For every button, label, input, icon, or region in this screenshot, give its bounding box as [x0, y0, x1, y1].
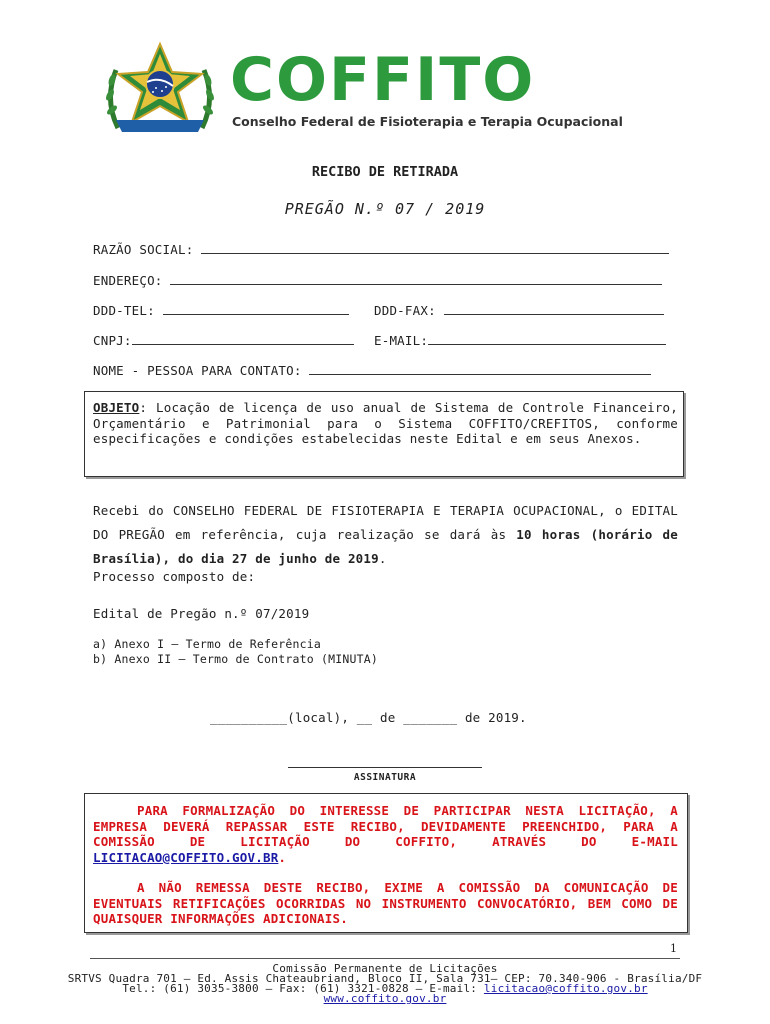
- document-subtitle: PREGÃO N.º 07 / 2019: [284, 200, 486, 218]
- footer-line-1: Comissão Permanente de Licitações: [272, 962, 498, 975]
- anexo-a-text: a) Anexo I – Termo de Referência: [93, 637, 321, 651]
- footer-website-link[interactable]: www.coffito.gov.br: [323, 992, 447, 1005]
- blank-line: [428, 332, 666, 345]
- notice-email-link[interactable]: LICITACAO@COFFITO.GOV.BR: [93, 849, 279, 865]
- notice-paragraph-2: A NÃO REMESSA DESTE RECIBO, EXIME A COMISSÃO DA COMUNICAÇÃO DE EVENTUAIS RETIFICAÇÕES OCORRIDAS NO INSTRUMENTO CONVOCATÓRIO, BEM COMO DE QUAISQUER INFORMAÇÕES ADICIONAIS.: [93, 880, 678, 926]
- blank-line: [444, 302, 664, 315]
- notice-text: PARA FORMALIZAÇÃO DO INTERESSE DE PARTICIPAR NESTA LICITAÇÃO, A EMPRESA DEVERÁ REPASSAR ESTE RECIBO, DEVIDAMENTE PREENCHIDO, PARA A COMISSÃO DE LICITAÇÃO DO COFFITO, ATRAVÉS DO E-MAIL: [93, 803, 678, 849]
- blank-line: [309, 362, 651, 375]
- field-email: [374, 332, 666, 348]
- field-ddd-fax: [374, 302, 664, 318]
- field-label: ENDEREÇO:: [93, 273, 163, 288]
- recebi-end: .: [378, 551, 387, 566]
- document-title: RECIBO DE RETIRADA: [311, 164, 459, 180]
- blank-line: [201, 241, 669, 254]
- field-ddd-tel: [93, 302, 349, 318]
- field-label: DDD-FAX:: [374, 303, 436, 318]
- objeto-label: OBJETO: [93, 400, 140, 415]
- footer-contact: Tel.: (61) 3035-3800 – Fax: (61) 3321-0828 – E-mail:: [122, 982, 484, 995]
- local-date-line: __________(local), __ de _______ de 2019.: [210, 710, 527, 725]
- edital-text: Edital de Pregão n.º 07/2019: [93, 606, 310, 621]
- blank-line: [132, 332, 354, 345]
- field-cnpj: [93, 332, 354, 348]
- anexo-b-text: b) Anexo II – Termo de Contrato (MINUTA): [93, 652, 378, 666]
- field-label: CNPJ:: [93, 333, 132, 348]
- coat-of-arms-logo: [98, 40, 222, 136]
- field-contato: [93, 362, 651, 378]
- footer-line-2: SRTVS Quadra 701 – Ed. Assis Chateaubriand, Bloco II, Sala 731– CEP: 70.340-906 - Brasília/DF: [67, 972, 703, 985]
- field-label: RAZÃO SOCIAL:: [93, 242, 194, 257]
- brand-name: COFFITO: [230, 45, 536, 115]
- field-label: NOME - PESSOA PARA CONTATO:: [93, 363, 302, 378]
- notice-end: .: [278, 849, 287, 865]
- recebi-bold-text: 10 horas (horário de Brasília), do dia 27 de junho de 2019: [93, 527, 678, 566]
- objeto-text: [93, 400, 678, 447]
- field-endereco: [93, 272, 662, 288]
- brand-subtitle: Conselho Federal de Fisioterapia e Terapia Ocupacional: [232, 114, 623, 129]
- footer-divider: [90, 958, 680, 959]
- recebi-text: Recebi do CONSELHO FEDERAL DE FISIOTERAPIA E TERAPIA OCUPACIONAL, o EDITAL DO PREGÃO em referência, cuja realização se dará às: [93, 503, 678, 542]
- objeto-description: : Locação de licença de uso anual de Sistema de Controle Financeiro, Orçamentário e Patrimonial para o Sistema COFFITO/CREFITOS, conforme especificações e condições estabelecidas neste Edital e em seus Anexos.: [93, 400, 678, 446]
- field-label: E-MAIL:: [374, 333, 429, 348]
- footer-line-4: [0, 993, 770, 1004]
- signature-label: ASSINATURA: [353, 772, 417, 783]
- signature-line: [288, 767, 482, 768]
- footer-email-link[interactable]: licitacao@coffito.gov.br: [483, 982, 648, 995]
- recebi-paragraph: [93, 499, 678, 571]
- notice-paragraph-1: [93, 803, 678, 865]
- processo-text: Processo composto de:: [93, 569, 256, 584]
- page-number: 1: [670, 942, 677, 955]
- blank-line: [170, 272, 662, 285]
- field-label: DDD-TEL:: [93, 303, 155, 318]
- field-razao-social: [93, 241, 669, 257]
- blank-line: [163, 302, 349, 315]
